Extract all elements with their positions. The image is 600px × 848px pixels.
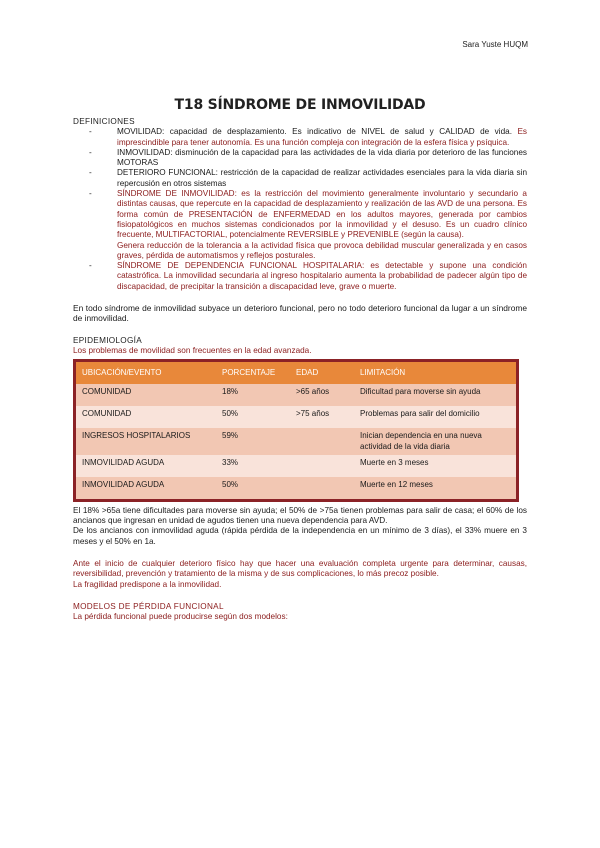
epidemiology-note: El 18% >65a tiene dificultades para moverse sin ayuda; el 50% de >75a tienen problemas para salir de casa; el 60% de los ancianos que ingresan en unidad de agudos tienen una nueva dependencia para AVD. — [73, 505, 527, 526]
definition-item: - DETERIORO FUNCIONAL: restricción de la capacidad de realizar actividades esenciales para la vida diaria sin repercusión en otros sistemas — [117, 168, 527, 189]
definition-item: - MOVILIDAD: capacidad de desplazamiento. Es indicativo de NIVEL de salud y CALIDAD de vida. Es imprescindible para tener autonomía. Es una función compleja con integración de la esfera física y psíquica. — [117, 127, 527, 148]
epidemiology-table — [73, 359, 519, 502]
page-title: T18 SÍNDROME DE INMOVILIDAD — [174, 97, 426, 113]
table-row: INMOVILIDAD AGUDA 50% Muerte en 12 meses — [75, 477, 518, 501]
table-row: COMUNIDAD 18% >65 años Dificultad para moverse sin ayuda — [75, 384, 518, 406]
definitions-list — [73, 127, 527, 292]
table-row: INGRESOS HOSPITALARIOS 59% Inician dependencia en una nueva actividad de la vida diaria — [75, 428, 518, 455]
section-heading-modelos: MODELOS DE PÉRDIDA FUNCIONAL — [73, 601, 224, 611]
column-header: EDAD — [290, 361, 354, 385]
epidemiology-subtitle: Los problemas de movilidad son frecuentes en la edad avanzada. — [73, 345, 312, 355]
author-header: Sara Yuste HUQM — [462, 40, 528, 49]
warning-paragraph: Ante el inicio de cualquier deterioro físico hay que hacer una evaluación completa urgente para determinar, causas, reversibilidad, prevención y tratamiento de la misma y de sus complicaciones, lo más precoz posible. — [73, 559, 527, 579]
document-body — [73, 117, 527, 623]
table-row: COMUNIDAD 50% >75 años Problemas para salir del domicilio — [75, 406, 518, 428]
definition-item: - INMOVILIDAD: disminución de la capacidad para las actividades de la vida diaria por deterioro de las funciones MOTORAS — [117, 148, 527, 169]
section-heading-definiciones: DEFINICIONES — [73, 117, 135, 126]
definition-item: - SÍNDROME DE DEPENDENCIA FUNCIONAL HOSPITALARIA: es detectable y supone una condición catastrófica. La inmovilidad secundaria al ingreso hospitalario aumenta la probabilidad de padecer algún tipo de discapacidad, de precipitar la transición a discapacidad leve, grave o muerte. — [117, 261, 527, 292]
column-header: PORCENTAJE — [216, 361, 290, 385]
warning-paragraph: La fragilidad predispone a la inmovilidad. — [73, 579, 222, 589]
table-header-row — [75, 361, 518, 385]
column-header: UBICACIÓN/EVENTO — [75, 361, 217, 385]
modelos-paragraph: La pérdida funcional puede producirse según dos modelos: — [73, 612, 288, 622]
summary-paragraph: En todo síndrome de inmovilidad subyace un deterioro funcional, pero no todo deterioro funcional da lugar a un síndrome de inmovilidad. — [73, 303, 527, 324]
definition-item: - SÍNDROME DE INMOVILIDAD: es la restricción del movimiento generalmente involuntario y secundario a distintas causas, que repercute en la capacidad de desplazamiento y realización de las AVD de una persona. Es forma común de PRESENTACIÓN de ENFERMEDAD en los adultos mayores, generada por cambios fisiopatológicos en muchos sistemas condicionados por la inmovilidad y el desuso. Es un cuadro clínico frecuente, MULTIFACTORIAL, potencialmente REVERSIBLE y PREVENIBLE (según la causa). Genera reducción de la tolerancia a la actividad física que provoca debilidad muscular generalizada y en casos graves, pérdida de automatismos y reflejos posturales. — [117, 189, 527, 261]
table-row: INMOVILIDAD AGUDA 33% Muerte en 3 meses — [75, 455, 518, 477]
section-heading-epidemiologia: EPIDEMIOLOGÍA — [73, 335, 142, 345]
column-header: LIMITACIÓN — [354, 361, 518, 385]
epidemiology-note: De los ancianos con inmovilidad aguda (rápida pérdida de la independencia en un mínimo de 3 días), el 33% muere en 3 meses y el 50% en 1a. — [73, 526, 527, 546]
